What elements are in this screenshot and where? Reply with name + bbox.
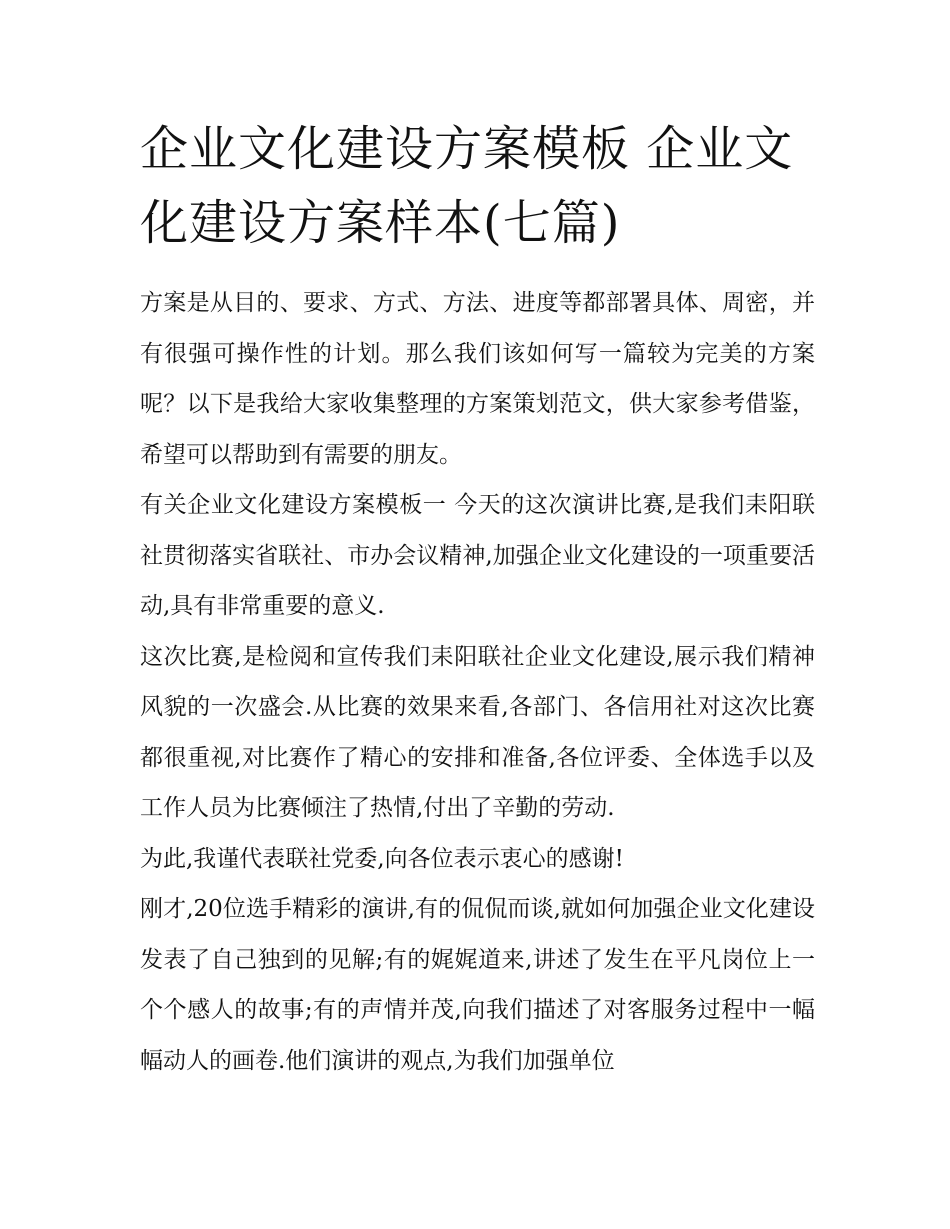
document-title: 企业文化建设方案模板 企业文化建设方案样本(七篇) — [140, 121, 794, 251]
paragraph-competition: 这次比赛,是检阅和宣传我们耒阳联社企业文化建设,展示我们精神风貌的一次盛会.从比赛的效果来看,各部门、各信用社对这次比赛都很重视,对比赛作了精心的安排和准备,各位评委、全体选手以及工作人员为比赛倾注了热情,付出了辛勤的劳动. — [140, 643, 815, 821]
document-page — [140, 112, 815, 1086]
paragraph-intro: 方案是从目的、要求、方式、方法、进度等都部署具体、周密，并有很强可操作性的计划。那么我们该如何写一篇较为完美的方案呢？以下是我给大家收集整理的方案策划范文，供大家参考借鉴，希望可以帮助到有需要的朋友。 — [140, 290, 815, 468]
paragraph-template-one: 有关企业文化建设方案模板一 今天的这次演讲比赛,是我们耒阳联社贯彻落实省联社、市办会议精神,加强企业文化建设的一项重要活动,具有非常重要的意义. — [140, 492, 815, 619]
paragraph-thanks: 为此,我谨代表联社党委,向各位表示衷心的感谢! — [140, 845, 624, 872]
paragraph-speeches: 刚才,20位选手精彩的演讲,有的侃侃而谈,就如何加强企业文化建设发表了自己独到的见解;有的娓娓道来,讲述了发生在平凡岗位上一个个感人的故事;有的声情并茂,向我们描述了对客服务过程中一幅幅动人的画卷.他们演讲的观点,为我们加强单位 — [140, 896, 815, 1074]
